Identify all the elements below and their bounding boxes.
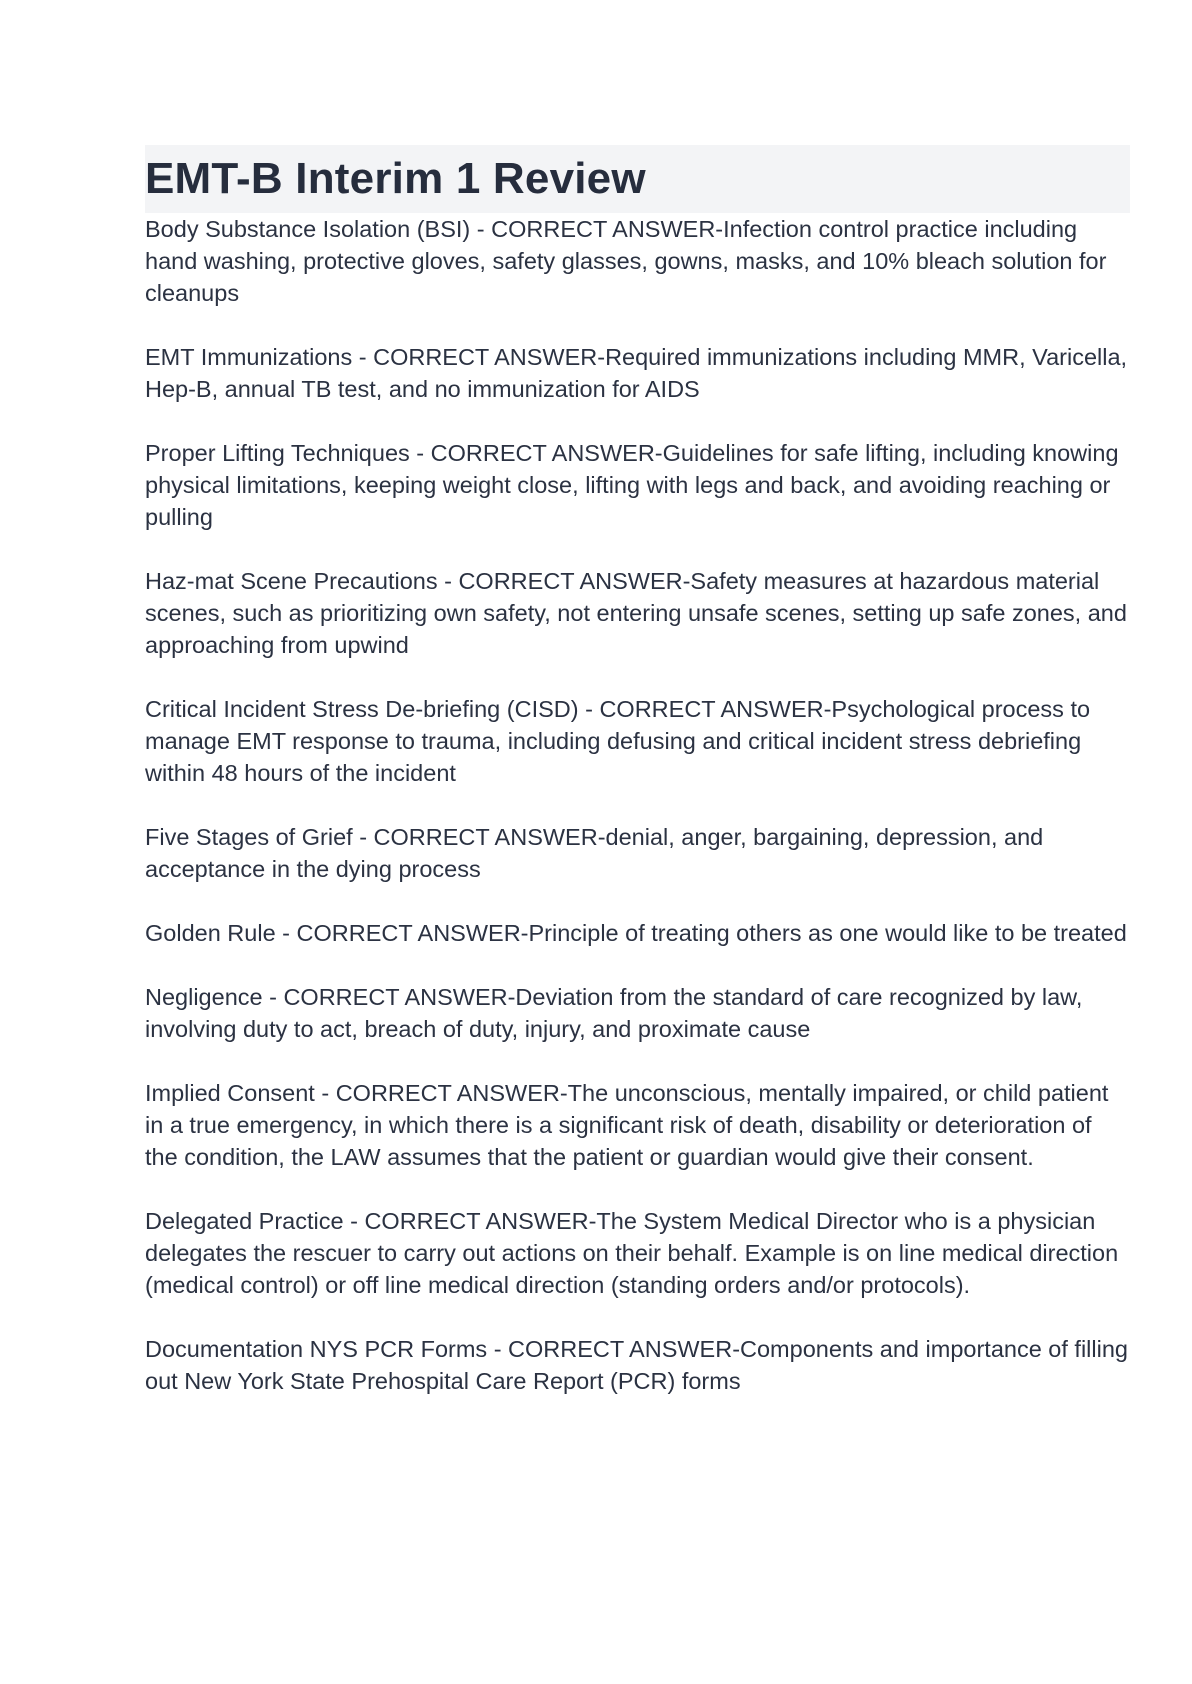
entry-cisd: Critical Incident Stress De-briefing (CISD) - CORRECT ANSWER-Psychological process to manage EMT response to trauma, including defusing and critical incident stress debriefing within 48 hours of the incident xyxy=(145,696,1091,786)
entry-delegated-practice: Delegated Practice - CORRECT ANSWER-The System Medical Director who is a physician delegates the rescuer to carry out actions on their behalf. Example is on line medical direction (medical control) or off line medical direction (standing orders and/or protocols). xyxy=(145,1208,1119,1298)
document-page xyxy=(145,145,1130,1429)
entry-bsi: Body Substance Isolation (BSI) - CORRECT ANSWER-Infection control practice including hand washing, protective gloves, safety glasses, gowns, masks, and 10% bleach solution for cleanups xyxy=(145,216,1107,306)
entry-golden-rule: Golden Rule - CORRECT ANSWER-Principle of treating others as one would like to be treated xyxy=(145,920,1127,946)
entry-documentation: Documentation NYS PCR Forms - CORRECT ANSWER-Components and importance of filling out New York State Prehospital Care Report (PCR) forms xyxy=(145,1336,1128,1394)
entry-immunizations: EMT Immunizations - CORRECT ANSWER-Required immunizations including MMR, Varicella, Hep-B, annual TB test, and no immunization for AIDS xyxy=(145,344,1128,402)
page-title: EMT-B Interim 1 Review xyxy=(145,154,646,203)
entry-implied-consent: Implied Consent - CORRECT ANSWER-The unconscious, mentally impaired, or child patient in a true emergency, in which there is a significant risk of death, disability or deterioration of the condition, the LAW assumes that the patient or guardian would give their consent. xyxy=(145,1080,1109,1170)
title-band xyxy=(145,145,1130,213)
entry-lifting: Proper Lifting Techniques - CORRECT ANSWER-Guidelines for safe lifting, including knowing physical limitations, keeping weight close, lifting with legs and back, and avoiding reaching or pulling xyxy=(145,440,1119,530)
entry-hazmat: Haz-mat Scene Precautions - CORRECT ANSWER-Safety measures at hazardous material scenes, such as prioritizing own safety, not entering unsafe scenes, setting up safe zones, and approaching from upwind xyxy=(145,568,1127,658)
entry-negligence: Negligence - CORRECT ANSWER-Deviation from the standard of care recognized by law, involving duty to act, breach of duty, injury, and proximate cause xyxy=(145,984,1083,1042)
entry-list xyxy=(145,213,1130,1397)
entry-grief: Five Stages of Grief - CORRECT ANSWER-denial, anger, bargaining, depression, and acceptance in the dying process xyxy=(145,824,1044,882)
